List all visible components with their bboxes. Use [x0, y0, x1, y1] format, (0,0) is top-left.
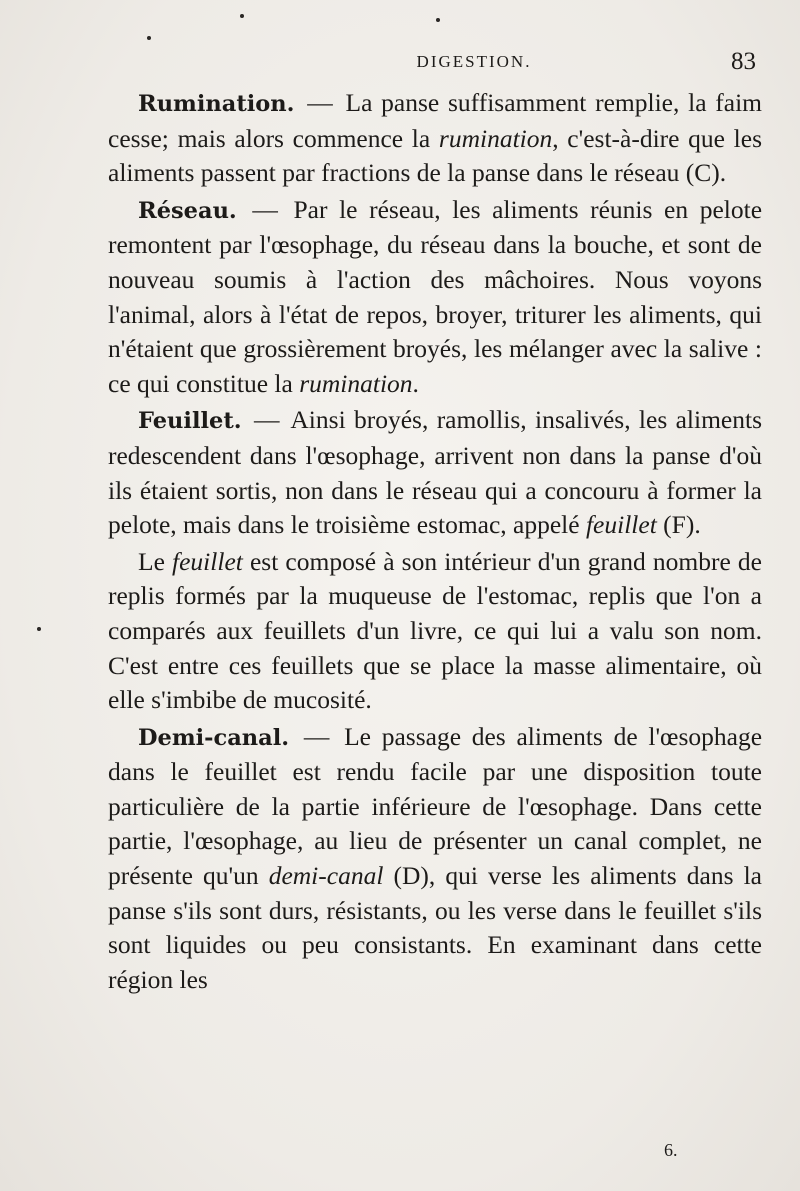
paragraph-feuillet-description: [108, 545, 762, 718]
paragraph-demi-canal: [108, 720, 762, 998]
paragraph-rumination: [108, 86, 762, 191]
section-heading-rumination: Rumination.: [138, 91, 295, 117]
heading-dash: —: [307, 88, 333, 117]
italic-term: demi-canal: [268, 861, 384, 891]
paragraph-text: , c'est-à-dire que les aliments passent par fractions de la panse dans le réseau (C).: [108, 123, 762, 188]
paragraph-text: La panse suffisamment remplie, la faim cesse; mais alors commence la: [108, 88, 763, 153]
ink-speck: [436, 18, 440, 22]
running-head: [108, 48, 760, 80]
paragraph-text: (F).: [656, 510, 701, 540]
paragraph-text: Par le réseau, les aliments réunis en pelote remontent par l'œsophage, du réseau dans la bouche, et sont de nouveau soumis à l'action des mâchoires. Nous voyons l'animal, alors à l'état de repos, broyer, triturer les aliments, qui n'étaient que grossièrement broyés, les mélanger avec la salive : ce qui constitue la: [108, 194, 763, 398]
italic-term: rumination: [299, 368, 413, 398]
heading-dash: —: [252, 194, 278, 224]
heading-dash: —: [253, 405, 280, 435]
section-heading-feuillet: Feuillet.: [138, 408, 242, 435]
ink-speck: [240, 14, 244, 18]
paragraph-feuillet: [108, 403, 762, 542]
running-title: DIGESTION.: [416, 52, 532, 71]
paragraph-text: Le passage des aliments de l'œsophage dans le feuillet est rendu facile par une disposition toute particulière de la partie inférieure de l'œsophage. Dans cette partie, l'œsophage, au lieu de présenter un canal complet, ne présente qu'un: [108, 721, 763, 891]
signature-mark: 6.: [664, 1140, 678, 1160]
ink-speck: [147, 36, 151, 40]
section-heading-demi-canal: Demi-canal.: [138, 724, 290, 751]
paragraph-text: (D), qui verse les aliments dans la panse s'ils sont durs, résistants, ou les verse dans le feuillet s'ils sont liquides ou peu consistants. En examinant dans cette région les: [108, 861, 762, 994]
page-number: 83: [731, 48, 756, 75]
paragraph-text: est composé à son intérieur d'un grand nombre de replis formés par la muqueuse de l'estomac, replis que l'on a comparés aux feuillets d'un livre, ce qui lui a valu son nom. C'est entre ces feuillets que se place la masse alimentaire, où elle s'imbibe de mucosité.: [108, 546, 762, 715]
section-heading-reseau: Réseau.: [138, 197, 237, 224]
paragraph-text: .: [412, 368, 419, 398]
italic-term: feuillet: [585, 510, 657, 540]
body-text: [108, 86, 762, 997]
heading-dash: —: [303, 721, 330, 751]
paragraph-text: Ainsi broyés, ramollis, insalivés, les aliments redescendent dans l'œsophage, arrivent non dans la panse d'où ils étaient sortis, non dans le réseau qui a concouru à former la pelote, mais dans le troisième estomac, appelé: [108, 405, 762, 540]
italic-term: rumination: [438, 123, 553, 153]
italic-term: feuillet: [172, 546, 243, 576]
paragraph-text: Le: [138, 546, 173, 576]
ink-speck: [37, 627, 41, 631]
paragraph-reseau: [108, 193, 762, 402]
